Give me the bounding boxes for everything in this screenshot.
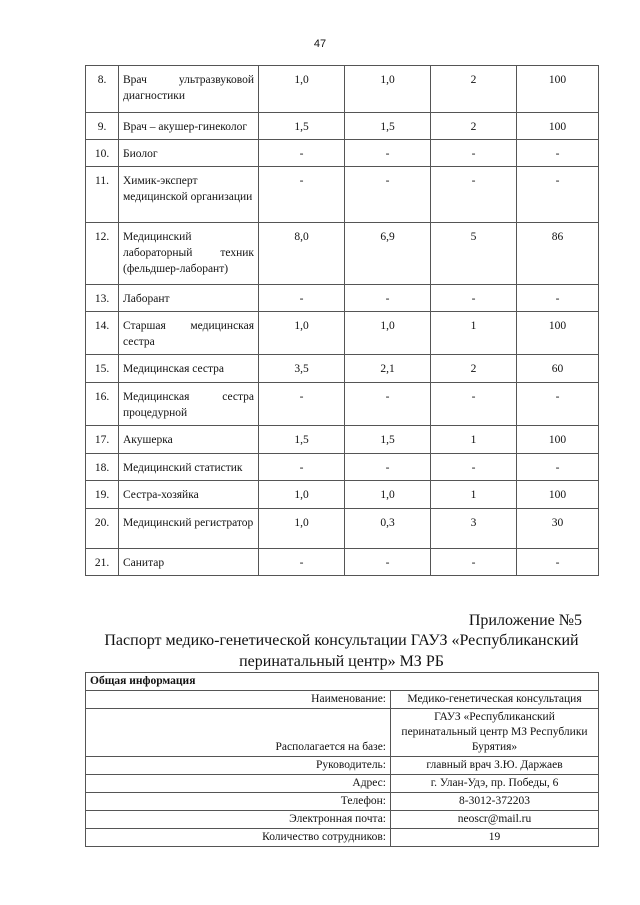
table-row	[86, 481, 599, 509]
individuals-count: -	[431, 454, 517, 481]
table-row	[86, 549, 599, 576]
position-name: Медицинский статистик	[119, 454, 259, 481]
staff-rate-planned: 3,5	[259, 355, 345, 383]
staff-rate-planned: -	[259, 140, 345, 167]
individuals-count: 2	[431, 355, 517, 383]
individuals-count: -	[431, 383, 517, 426]
table-row	[86, 140, 599, 167]
staffing-table	[85, 65, 599, 576]
staff-rate-planned: 8,0	[259, 223, 345, 285]
position-name: Химик-эксперт медицинской организации	[119, 167, 259, 223]
individuals-count: 2	[431, 66, 517, 113]
staff-rate-filled: -	[345, 454, 431, 481]
table-row	[86, 223, 599, 285]
passport-label: Наименование:	[86, 691, 391, 709]
staff-rate-planned: -	[259, 285, 345, 312]
passport-label: Адрес:	[86, 775, 391, 793]
staff-rate-planned: -	[259, 167, 345, 223]
staff-rate-planned: -	[259, 549, 345, 576]
table-row	[86, 113, 599, 140]
row-number: 20.	[86, 509, 119, 549]
staffing-percent: 100	[517, 312, 599, 355]
row-number: 21.	[86, 549, 119, 576]
table-row	[86, 66, 599, 113]
staff-rate-filled: 1,5	[345, 426, 431, 454]
row-number: 18.	[86, 454, 119, 481]
passport-value: neoscr@mail.ru	[391, 811, 599, 829]
staffing-percent: -	[517, 140, 599, 167]
individuals-count: 1	[431, 426, 517, 454]
row-number: 17.	[86, 426, 119, 454]
position-name: Врач ультразвуковой диагностики	[119, 66, 259, 113]
page-number: 47	[313, 38, 327, 50]
position-name: Сестра-хозяйка	[119, 481, 259, 509]
row-number: 14.	[86, 312, 119, 355]
staffing-percent: -	[517, 549, 599, 576]
staff-rate-planned: 1,5	[259, 113, 345, 140]
row-number: 9.	[86, 113, 119, 140]
passport-row	[86, 709, 599, 757]
row-number: 13.	[86, 285, 119, 312]
row-number: 15.	[86, 355, 119, 383]
staff-rate-filled: -	[345, 167, 431, 223]
position-name: Лаборант	[119, 285, 259, 312]
staff-rate-planned: 1,0	[259, 509, 345, 549]
staffing-percent: 100	[517, 426, 599, 454]
staff-rate-filled: 0,3	[345, 509, 431, 549]
individuals-count: 1	[431, 481, 517, 509]
staff-rate-planned: 1,5	[259, 426, 345, 454]
staff-rate-filled: 1,5	[345, 113, 431, 140]
table-row	[86, 426, 599, 454]
appendix-label: Приложение №5	[468, 612, 582, 629]
staff-rate-filled: -	[345, 383, 431, 426]
passport-label: Электронная почта:	[86, 811, 391, 829]
table-row	[86, 509, 599, 549]
individuals-count: -	[431, 167, 517, 223]
position-name: Биолог	[119, 140, 259, 167]
position-name: Медицинская сестра процедурной	[119, 383, 259, 426]
staff-rate-filled: -	[345, 549, 431, 576]
staff-rate-planned: 1,0	[259, 66, 345, 113]
passport-section-row	[86, 673, 599, 691]
passport-value: ГАУЗ «Республиканский перинатальный центр МЗ Республики Бурятия»	[391, 709, 599, 757]
staff-rate-filled: -	[345, 285, 431, 312]
staffing-percent: -	[517, 454, 599, 481]
row-number: 19.	[86, 481, 119, 509]
position-name: Акушерка	[119, 426, 259, 454]
individuals-count: 1	[431, 312, 517, 355]
staffing-percent: 100	[517, 113, 599, 140]
staffing-percent: 100	[517, 481, 599, 509]
staffing-percent: -	[517, 383, 599, 426]
row-number: 12.	[86, 223, 119, 285]
staffing-percent: 86	[517, 223, 599, 285]
individuals-count: 5	[431, 223, 517, 285]
position-name: Медицинский лабораторный техник (фельдшер-лаборант)	[119, 223, 259, 285]
passport-label: Располагается на базе:	[86, 709, 391, 757]
passport-row	[86, 691, 599, 709]
passport-row	[86, 757, 599, 775]
row-number: 11.	[86, 167, 119, 223]
staff-rate-planned: -	[259, 454, 345, 481]
position-name: Медицинский регистратор	[119, 509, 259, 549]
passport-row	[86, 811, 599, 829]
passport-row	[86, 775, 599, 793]
staffing-percent: -	[517, 285, 599, 312]
row-number: 16.	[86, 383, 119, 426]
table-row	[86, 167, 599, 223]
staffing-percent: 30	[517, 509, 599, 549]
staff-rate-planned: 1,0	[259, 312, 345, 355]
staffing-percent: 100	[517, 66, 599, 113]
passport-row	[86, 793, 599, 811]
passport-value: г. Улан-Удэ, пр. Победы, 6	[391, 775, 599, 793]
passport-value: 19	[391, 829, 599, 847]
passport-label: Телефон:	[86, 793, 391, 811]
staffing-percent: -	[517, 167, 599, 223]
staff-rate-filled: 2,1	[345, 355, 431, 383]
table-row	[86, 285, 599, 312]
passport-value: главный врач З.Ю. Даржаев	[391, 757, 599, 775]
individuals-count: 2	[431, 113, 517, 140]
staff-rate-filled: -	[345, 140, 431, 167]
staff-rate-planned: 1,0	[259, 481, 345, 509]
passport-label: Руководитель:	[86, 757, 391, 775]
individuals-count: 3	[431, 509, 517, 549]
row-number: 10.	[86, 140, 119, 167]
individuals-count: -	[431, 285, 517, 312]
table-row	[86, 383, 599, 426]
position-name: Санитар	[119, 549, 259, 576]
staff-rate-filled: 6,9	[345, 223, 431, 285]
table-row	[86, 355, 599, 383]
staff-rate-filled: 1,0	[345, 66, 431, 113]
table-row	[86, 312, 599, 355]
passport-label: Количество сотрудников:	[86, 829, 391, 847]
section-header: Общая информация	[86, 673, 599, 691]
staffing-percent: 60	[517, 355, 599, 383]
position-name: Врач – акушер-гинеколог	[119, 113, 259, 140]
passport-row	[86, 829, 599, 847]
staff-rate-planned: -	[259, 383, 345, 426]
staff-rate-filled: 1,0	[345, 312, 431, 355]
passport-table	[85, 672, 599, 847]
position-name: Медицинская сестра	[119, 355, 259, 383]
individuals-count: -	[431, 549, 517, 576]
passport-value: 8-3012-372203	[391, 793, 599, 811]
passport-value: Медико-генетическая консультация	[391, 691, 599, 709]
position-name: Старшая медицинская сестра	[119, 312, 259, 355]
staff-rate-filled: 1,0	[345, 481, 431, 509]
passport-title: Паспорт медико-генетической консультации ГАУЗ «Республиканский перинатальный центр» МЗ РБ	[104, 632, 579, 670]
row-number: 8.	[86, 66, 119, 113]
table-row	[86, 454, 599, 481]
individuals-count: -	[431, 140, 517, 167]
